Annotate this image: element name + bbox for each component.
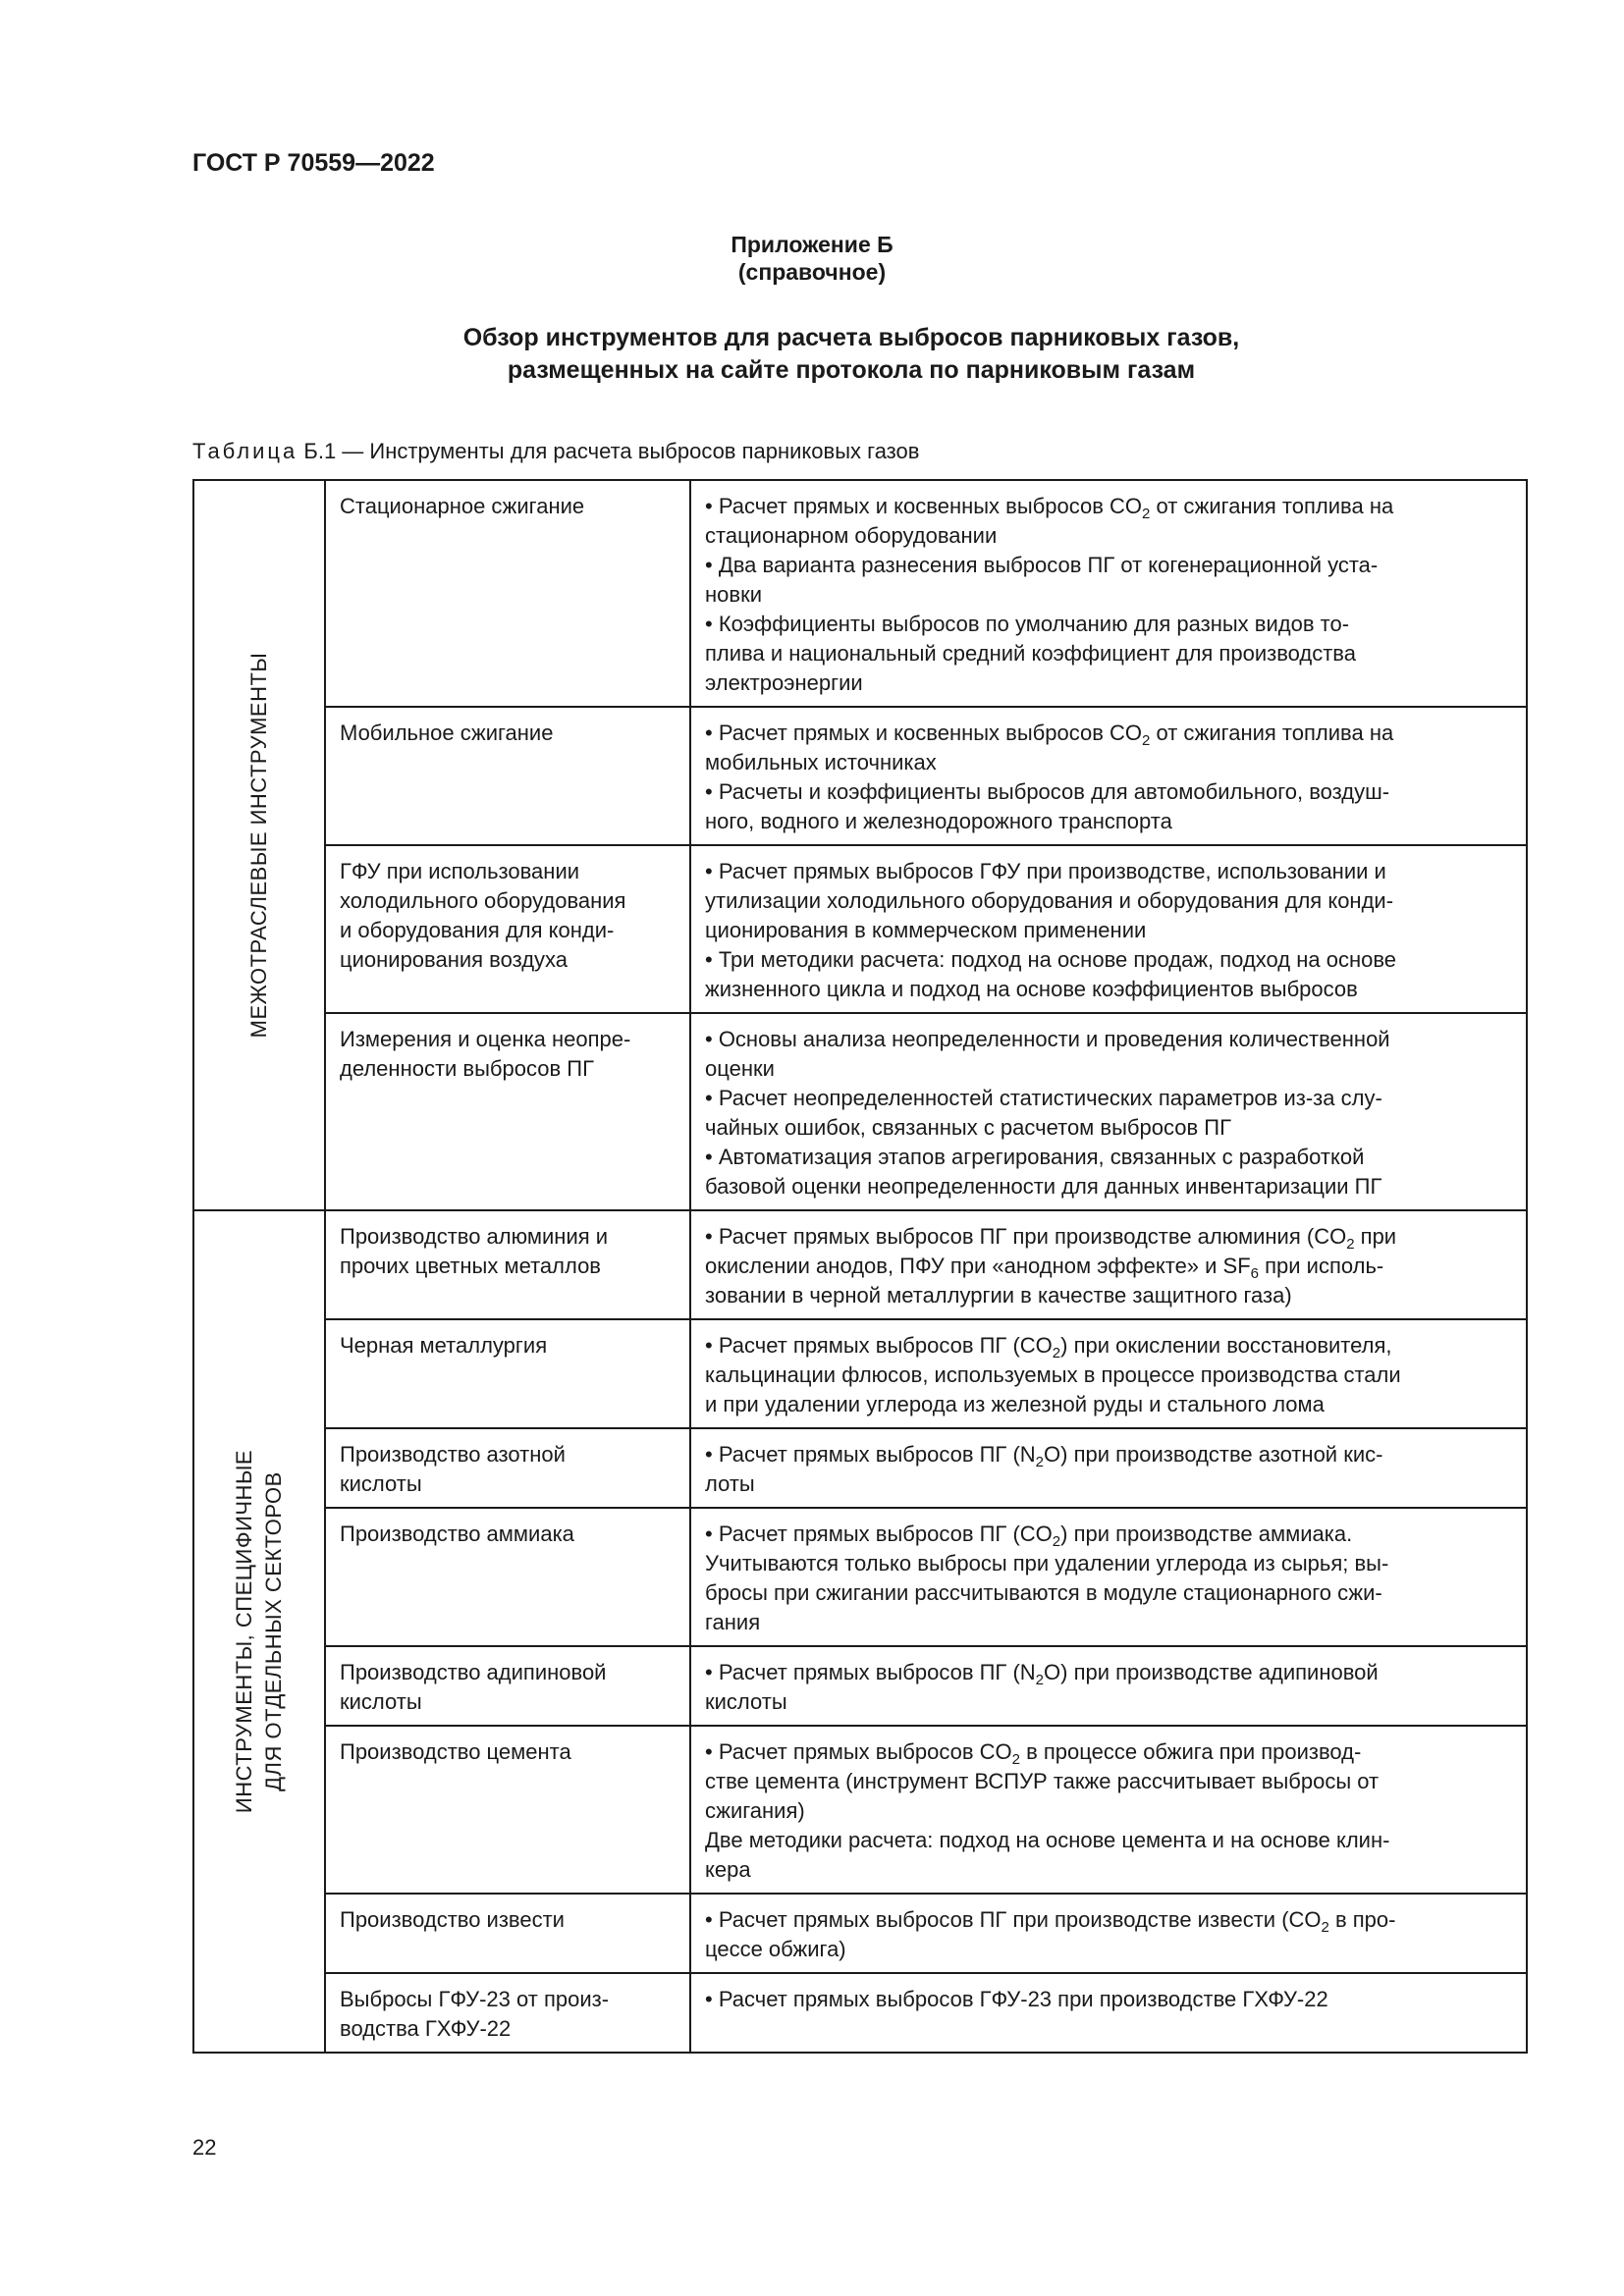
description-text: при [1354, 1224, 1397, 1249]
table-row [193, 1013, 1527, 1210]
description-line [705, 777, 1512, 807]
description-text: от сжигания топлива на [1150, 721, 1394, 745]
description-line [705, 639, 1512, 668]
subscript: 2 [1035, 1672, 1045, 1688]
document-id: ГОСТ Р 70559—2022 [192, 149, 435, 177]
tool-description-cell [690, 1726, 1527, 1894]
description-line [705, 1737, 1512, 1767]
description-text: • Три методики расчета: подход на основе продаж, подход на основе [705, 947, 1397, 972]
description-text: чайных ошибок, связанных с расчетом выбросов ПГ [705, 1115, 1232, 1140]
description-line [705, 1025, 1512, 1054]
subscript: 2 [1052, 1345, 1061, 1362]
tool-name-cell [325, 1319, 690, 1428]
table-row [193, 1508, 1527, 1646]
description-text: • Расчет прямых выбросов ПГ при производстве извести (CO [705, 1907, 1322, 1932]
page-number: 22 [192, 2135, 217, 2160]
description-text: от сжигания топлива на [1150, 494, 1394, 518]
description-line [705, 1549, 1512, 1578]
tool-name-line: Мобильное сжигание [340, 721, 554, 745]
description-text: кальцинации флюсов, используемых в процессе производства стали [705, 1362, 1401, 1387]
subscript: 2 [1142, 506, 1151, 522]
description-text: в процессе обжига при производ- [1019, 1739, 1362, 1764]
tool-name-line: кислоты [340, 1471, 422, 1496]
subscript: 6 [1250, 1265, 1260, 1282]
tool-description-cell [690, 480, 1527, 707]
description-line [705, 1113, 1512, 1143]
tool-description-cell [690, 1894, 1527, 1973]
description-line [705, 668, 1512, 698]
description-line [705, 807, 1512, 836]
description-line [705, 945, 1512, 975]
table-row [193, 480, 1527, 707]
description-text: • Коэффициенты выбросов по умолчанию для разных видов то- [705, 612, 1350, 636]
tools-table [192, 479, 1528, 2054]
description-text: • Расчет прямых выбросов ПГ при производстве алюминия (CO [705, 1224, 1347, 1249]
description-line [705, 1985, 1512, 2014]
group-label-cell [193, 480, 325, 1210]
annex-title: Приложение Б [731, 232, 893, 257]
subscript: 2 [1052, 1533, 1061, 1550]
description-line [705, 748, 1512, 777]
annex-type: (справочное) [737, 259, 887, 285]
description-text: цессе обжига) [705, 1937, 846, 1961]
description-text: • Расчет прямых выбросов ГФУ при производстве, использовании и [705, 859, 1386, 883]
annex-heading-line-2: размещенных на сайте протокола по парниковым газам [507, 356, 1196, 384]
table-row [193, 1210, 1527, 1319]
table-row [193, 1428, 1527, 1508]
tool-description-cell [690, 1428, 1527, 1508]
description-text: утилизации холодильного оборудования и оборудования для конди- [705, 888, 1394, 913]
description-line [705, 1143, 1512, 1172]
description-text: бросы при сжигании рассчитываются в модуле стационарного сжи- [705, 1580, 1382, 1605]
description-line [705, 916, 1512, 945]
tool-name-cell [325, 707, 690, 845]
description-line [705, 975, 1512, 1004]
description-line [705, 1520, 1512, 1549]
description-text: Учитываются только выбросы при удалении углерода из сырья; вы- [705, 1551, 1389, 1575]
table-row [193, 1894, 1527, 1973]
tool-name-line: прочих цветных металлов [340, 1254, 601, 1278]
tool-name-cell [325, 1508, 690, 1646]
table-row [193, 1973, 1527, 2053]
description-text: кислоты [705, 1689, 787, 1714]
tool-name-line: Выбросы ГФУ-23 от произ- [340, 1987, 610, 2011]
description-line [705, 1826, 1512, 1855]
description-text: стве цемента (инструмент ВСПУР также рассчитывает выбросы от [705, 1769, 1380, 1793]
table-row [193, 707, 1527, 845]
description-line [705, 1767, 1512, 1796]
tool-name-line: Стационарное сжигание [340, 494, 585, 518]
tool-name-cell [325, 1726, 690, 1894]
description-text: зовании в черной металлургии в качестве защитного газа) [705, 1283, 1292, 1308]
group-label [244, 653, 274, 1039]
tool-name-cell [325, 1428, 690, 1508]
table-row [193, 1726, 1527, 1894]
description-line [705, 580, 1512, 610]
annex-heading-line-1: Обзор инструментов для расчета выбросов парниковых газов, [462, 324, 1240, 351]
description-line [705, 610, 1512, 639]
tools-table-body [193, 480, 1527, 2053]
tool-description-cell [690, 1508, 1527, 1646]
table-row [193, 845, 1527, 1013]
tool-name-line: водства ГХФУ-22 [340, 2016, 512, 2041]
description-text: гания [705, 1610, 761, 1634]
description-line [705, 1935, 1512, 1964]
description-text: стационарном оборудовании [705, 523, 998, 548]
table-caption-prefix: Таблица [192, 439, 298, 463]
description-line [705, 1054, 1512, 1084]
description-text: окислении анодов, ПФУ при «анодном эффекте» и SF [705, 1254, 1251, 1278]
tool-name-cell [325, 1013, 690, 1210]
subscript: 2 [1035, 1454, 1045, 1470]
tool-description-cell [690, 707, 1527, 845]
description-line [705, 1281, 1512, 1310]
description-text: ного, водного и железнодорожного транспорта [705, 809, 1172, 833]
subscript: 2 [1346, 1236, 1355, 1253]
description-text: • Расчет прямых выбросов ГФУ-23 при производстве ГХФУ-22 [705, 1987, 1328, 2011]
description-text: • Расчет прямых выбросов ПГ (N [705, 1442, 1036, 1467]
tool-name-line: Производство азотной [340, 1442, 566, 1467]
description-line [705, 719, 1512, 748]
tool-name-cell [325, 1210, 690, 1319]
description-line [705, 1390, 1512, 1419]
description-line [705, 1469, 1512, 1499]
tool-description-cell [690, 1646, 1527, 1726]
tool-description-cell [690, 845, 1527, 1013]
description-text: мобильных источниках [705, 750, 937, 774]
description-text: лоты [705, 1471, 755, 1496]
description-line [705, 1608, 1512, 1637]
description-line [705, 1084, 1512, 1113]
table-caption-text: Б.1 — Инструменты для расчета выбросов парниковых газов [303, 439, 920, 463]
tool-name-cell [325, 845, 690, 1013]
tool-name-line: кислоты [340, 1689, 422, 1714]
description-text: в про- [1328, 1907, 1396, 1932]
group-label-line: ДЛЯ ОТДЕЛЬНЫХ СЕКТОРОВ [261, 1471, 286, 1791]
tool-name-cell [325, 1894, 690, 1973]
tool-name-line: и оборудования для конди- [340, 918, 615, 942]
tool-name-cell [325, 480, 690, 707]
tool-name-line: Производство цемента [340, 1739, 571, 1764]
description-line [705, 1440, 1512, 1469]
tool-name-line: Производство алюминия и [340, 1224, 609, 1249]
description-text: при исполь- [1259, 1254, 1384, 1278]
description-text: • Расчет прямых и косвенных выбросов CO [705, 721, 1143, 745]
description-line [705, 492, 1512, 521]
description-text: • Расчет прямых и косвенных выбросов CO [705, 494, 1143, 518]
description-text: жизненного цикла и подход на основе коэффициентов выбросов [705, 977, 1358, 1001]
description-line [705, 1222, 1512, 1252]
description-text: ционирования в коммерческом применении [705, 918, 1147, 942]
description-text: • Автоматизация этапов агрегирования, связанных с разработкой [705, 1145, 1365, 1169]
description-text: • Расчет прямых выбросов CO [705, 1739, 1012, 1764]
tool-name-line: ГФУ при использовании [340, 859, 580, 883]
description-line [705, 1658, 1512, 1687]
tool-description-cell [690, 1013, 1527, 1210]
description-text: базовой оценки неопределенности для данных инвентаризации ПГ [705, 1174, 1382, 1199]
description-text: сжигания) [705, 1798, 805, 1823]
description-text: кера [705, 1857, 751, 1882]
subscript: 2 [1321, 1919, 1329, 1936]
table-row [193, 1646, 1527, 1726]
tool-name-line: ционирования воздуха [340, 947, 568, 972]
subscript: 2 [1142, 732, 1151, 749]
description-text: • Расчет прямых выбросов ПГ (CO [705, 1333, 1053, 1358]
group-label-cell [193, 1210, 325, 2053]
subscript: 2 [1011, 1751, 1020, 1768]
description-text: плива и национальный средний коэффициент для производства [705, 641, 1356, 666]
tool-name-line: Производство адипиновой [340, 1660, 607, 1684]
description-line [705, 1331, 1512, 1361]
description-text: Две методики расчета: подход на основе цемента и на основе клин- [705, 1828, 1390, 1852]
tool-name-cell [325, 1646, 690, 1726]
group-label-line: МЕЖОТРАСЛЕВЫЕ ИНСТРУМЕНТЫ [246, 652, 271, 1039]
description-line [705, 1687, 1512, 1717]
description-line [705, 857, 1512, 886]
description-text: оценки [705, 1056, 775, 1081]
description-line [705, 1855, 1512, 1885]
description-text: электроэнергии [705, 670, 863, 695]
description-line [705, 1172, 1512, 1201]
description-text: ) при окислении восстановителя, [1060, 1333, 1392, 1358]
group-label [230, 1450, 289, 1813]
tool-name-line: холодильного оборудования [340, 888, 626, 913]
description-text: • Основы анализа неопределенности и проведения количественной [705, 1027, 1390, 1051]
description-line [705, 1905, 1512, 1935]
description-line [705, 521, 1512, 551]
tool-name-line: Черная металлургия [340, 1333, 548, 1358]
description-text: O) при производстве адипиновой [1044, 1660, 1379, 1684]
description-text: и при удалении углерода из железной руды и стального лома [705, 1392, 1325, 1416]
tool-name-line: Производство извести [340, 1907, 565, 1932]
description-text: O) при производстве азотной кис- [1044, 1442, 1383, 1467]
description-line [705, 1578, 1512, 1608]
table-row [193, 1319, 1527, 1428]
description-text: • Два варианта разнесения выбросов ПГ от когенерационной уста- [705, 553, 1379, 577]
description-line [705, 1252, 1512, 1281]
description-line [705, 1796, 1512, 1826]
table-caption [192, 439, 919, 464]
tool-description-cell [690, 1210, 1527, 1319]
tool-name-line: Измерения и оценка неопре- [340, 1027, 631, 1051]
description-text: ) при производстве аммиака. [1060, 1522, 1353, 1546]
description-line [705, 1361, 1512, 1390]
description-text: новки [705, 582, 762, 607]
description-text: • Расчет неопределенностей статистических параметров из-за слу- [705, 1086, 1382, 1110]
group-label-line: ИНСТРУМЕНТЫ, СПЕЦИФИЧНЫЕ [232, 1449, 256, 1814]
tool-name-line: Производство аммиака [340, 1522, 574, 1546]
tool-description-cell [690, 1319, 1527, 1428]
description-line [705, 551, 1512, 580]
tool-name-cell [325, 1973, 690, 2053]
description-line [705, 886, 1512, 916]
description-text: • Расчет прямых выбросов ПГ (CO [705, 1522, 1053, 1546]
description-text: • Расчет прямых выбросов ПГ (N [705, 1660, 1036, 1684]
description-text: • Расчеты и коэффициенты выбросов для автомобильного, воздуш- [705, 779, 1390, 804]
tool-name-line: деленности выбросов ПГ [340, 1056, 595, 1081]
tool-description-cell [690, 1973, 1527, 2053]
